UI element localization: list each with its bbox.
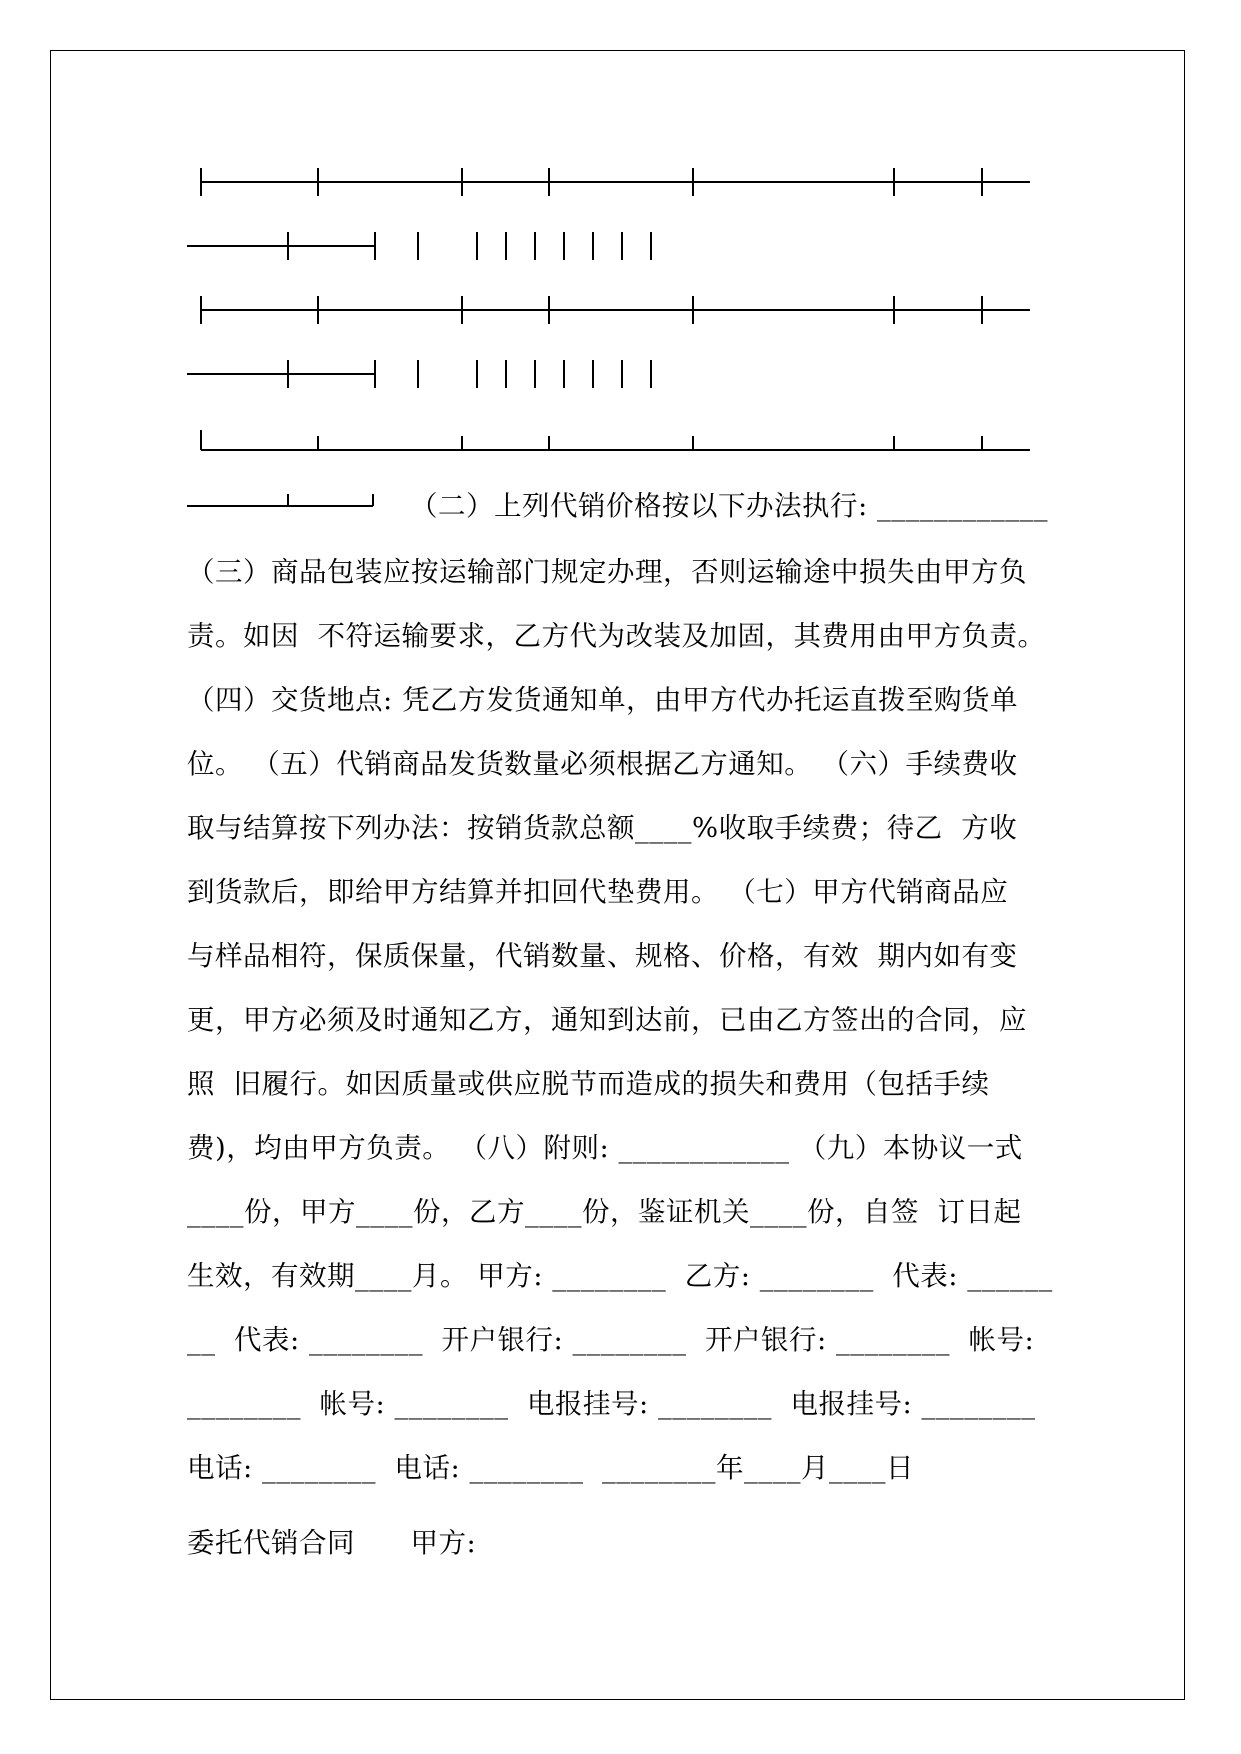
text-line: 电话: ________ 电话: ________ ________年____月____日 [187,1452,914,1484]
text-line: 位。 （五）代销商品发货数量必须根据乙方通知。 （六）手续费收 [187,748,1018,780]
text-line: 取与结算按下列办法：按销货款总额____%收取手续费；待乙 方收 [187,812,1018,844]
text-line: ________ 帐号: ________ 电报挂号: ________ 电报挂号: ________ [187,1388,1036,1420]
text-line: 到货款后，即给甲方结算并扣回代垫费用。 （七）甲方代销商品应 [187,876,1009,908]
text-line: 照 旧履行。如因质量或供应脱节而造成的损失和费用（包括手续 [187,1068,990,1100]
text-line: ____份，甲方____份，乙方____份，鉴证机关____份，自签 订日起 [187,1196,1022,1228]
text-line: （三）商品包装应按运输部门规定办理，否则运输途中损失由甲方负 [187,556,1027,588]
table-rule-row-1 [187,162,1037,202]
clause-2-text: （二）上列代销价格按以下办法执行: ____________ [410,490,1049,522]
table-rule-row-3 [187,290,1037,330]
table-rule-row-6 [187,486,377,526]
text-line: __ 代表: ________ 开户银行: ________ 开户银行: ________ 帐号: [187,1324,1035,1356]
text-line: 费)，均由甲方负责。 （八）附则: ____________ （九）本协议一式 [187,1132,1023,1164]
table-rule-row-4 [187,354,1037,394]
text-line: 生效，有效期____月。 甲方: ________ 乙方: ________ 代表: ______ [187,1260,1053,1292]
table-rule-row-5 [187,418,1037,458]
text-line: 更，甲方必须及时通知乙方，通知到达前，已由乙方签出的合同，应 [187,1004,1027,1036]
text-line: 责。如因 不符运输要求，乙方代为改装及加固，其费用由甲方负责。 [187,620,1046,652]
text-line: 委托代销合同 甲方: [187,1527,477,1559]
text-line: 与样品相符，保质保量，代销数量、规格、价格，有效 期内如有变 [187,940,1018,972]
text-line: （四）交货地点: 凭乙方发货通知单，由甲方代办托运直拨至购货单 [187,684,1019,716]
table-rule-row-2 [187,226,1037,266]
